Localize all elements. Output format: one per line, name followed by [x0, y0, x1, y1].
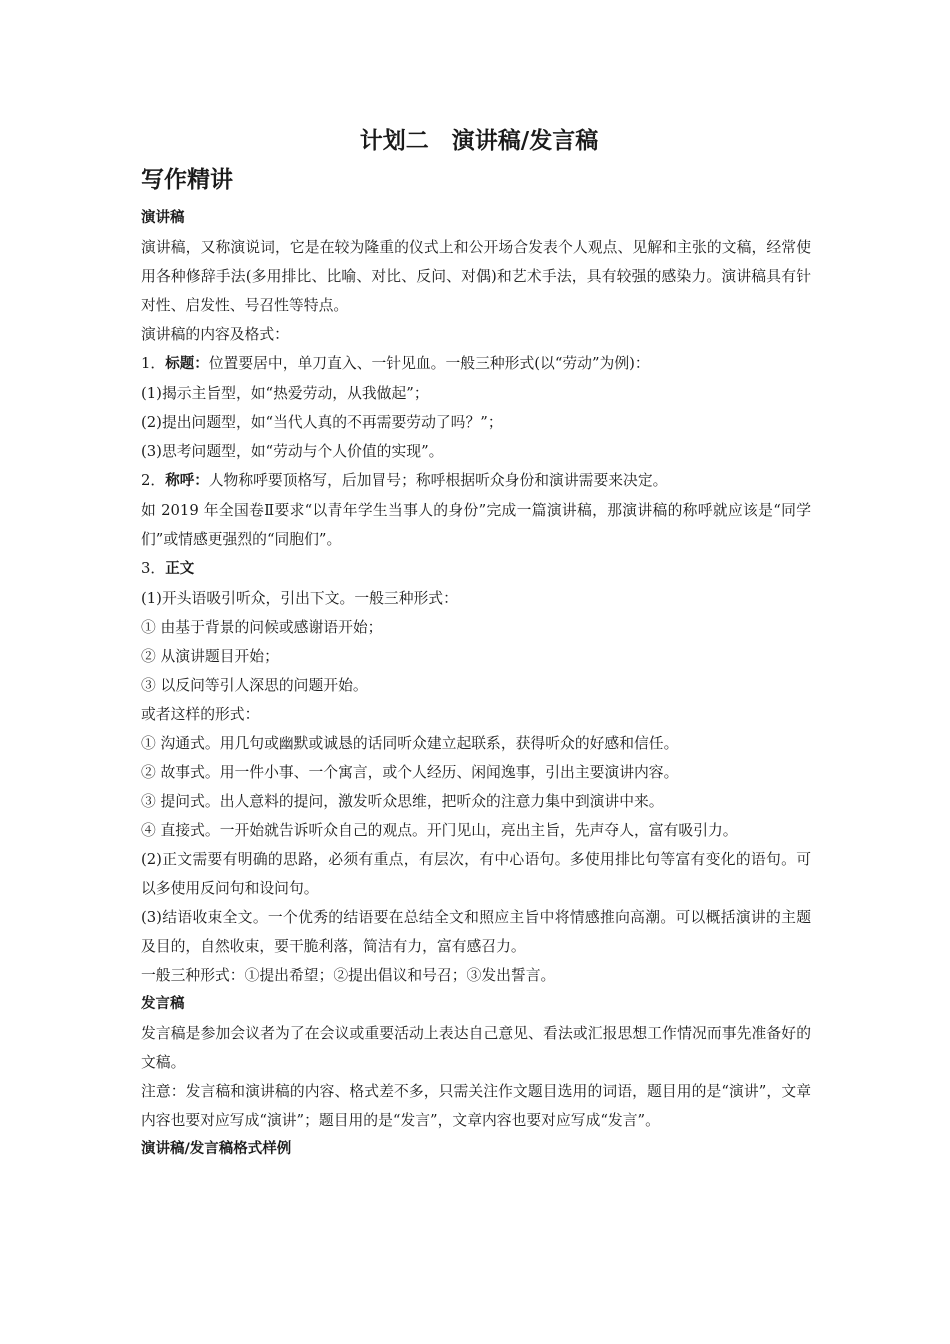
- title-format-item: [141, 349, 811, 379]
- statement-heading: 发言稿: [141, 996, 185, 1012]
- salutation-format-item: [141, 466, 811, 496]
- title-type-question: (2)提出问题型，如“当代人真的不再需要劳动了吗？”；: [141, 414, 503, 431]
- speech-intro: 演讲稿，又称演说词，它是在较为隆重的仪式上和公开场合发表个人观点、见解和主张的文稿，经常使用各种修辞手法(多用排比、比喻、对比、反问、对偶)和艺术手法，具有较强的感染力。演讲稿具有针对性、启发性、号召性等特点。: [141, 239, 811, 314]
- title-type-reveal: (1)揭示主旨型，如“热爱劳动，从我做起”；: [141, 385, 429, 402]
- opening-form-topic: ② 从演讲题目开始；: [141, 648, 279, 665]
- alt-form-communication: ① 沟通式。用几句或幽默或诚恳的话同听众建立起联系，获得听众的好感和信任。: [141, 735, 679, 752]
- content-format-intro: 演讲稿的内容及格式：: [141, 326, 289, 343]
- opening-form-question: ③ 以反问等引人深思的问题开始。: [141, 677, 368, 694]
- sample-heading: 演讲稿/发言稿格式样例: [141, 1141, 292, 1157]
- conclusion-guidance: (3)结语收束全文。一个优秀的结语要在总结全文和照应主旨中将情感推向高潮。可以概括演讲的主题及目的，自然收束，要干脆利落，简洁有力，富有感召力。: [141, 909, 811, 955]
- statement-intro: 发言稿是参加会议者为了在会议或重要活动上表达自己意见、看法或汇报思想工作情况而事先准备好的文稿。: [141, 1025, 811, 1071]
- opening-intro: (1)开头语吸引听众，引出下文。一般三种形式：: [141, 590, 458, 607]
- salutation-number: 2．: [141, 472, 166, 489]
- alt-form-direct: ④ 直接式。一开始就告诉听众自己的观点。开门见山，亮出主旨，先声夺人，富有吸引力。: [141, 822, 738, 839]
- salutation-text: 人物称呼要顶格写，后加冒号；称呼根据听众身份和演讲需要来决定。: [208, 472, 668, 489]
- speech-heading: 演讲稿: [141, 210, 185, 226]
- opening-form-greeting: ① 由基于背景的问候或感谢语开始；: [141, 619, 383, 636]
- title-label: 标题：: [165, 356, 209, 372]
- body-format-item: [141, 554, 811, 584]
- title-text: 位置要居中，单刀直入、一针见血。一般三种形式(以“劳动”为例)：: [208, 355, 650, 372]
- salutation-label: 称呼：: [165, 473, 209, 489]
- conclusion-forms: 一般三种形式：①提出希望；②提出倡议和号召；③发出誓言。: [141, 967, 556, 984]
- alt-forms-intro: 或者这样的形式：: [141, 706, 260, 723]
- main-body-guidance: (2)正文需要有明确的思路，必须有重点，有层次，有中心语句。多使用排比句等富有变化的语句。可以多使用反问句和设问句。: [141, 851, 811, 897]
- statement-note: 注意：发言稿和演讲稿的内容、格式差不多，只需关注作文题目选用的词语，题目用的是“演讲”，文章内容也要对应写成“演讲”；题目用的是“发言”，文章内容也要对应写成“发言”。: [141, 1083, 811, 1129]
- alt-form-question: ③ 提问式。出人意料的提问，激发听众思维，把听众的注意力集中到演讲中来。: [141, 793, 664, 810]
- salutation-example: 如 2019 年全国卷Ⅱ要求“以青年学生当事人的身份”完成一篇演讲稿，那演讲稿的称呼就应该是“同学们”或情感更强烈的“同胞们”。: [141, 502, 811, 548]
- title-number: 1．: [141, 355, 166, 372]
- document-title: 计划二 演讲稿/发言稿: [359, 128, 599, 154]
- alt-form-story: ② 故事式。用一件小事、一个寓言，或个人经历、闲闻逸事，引出主要演讲内容。: [141, 764, 679, 781]
- title-type-reflect: (3)思考问题型，如“劳动与个人价值的实现”。: [141, 443, 444, 460]
- section-title: 写作精讲: [141, 167, 233, 193]
- body-number: 3．: [141, 560, 166, 577]
- body-label: 正文: [165, 561, 195, 577]
- document-content: [141, 124, 811, 1164]
